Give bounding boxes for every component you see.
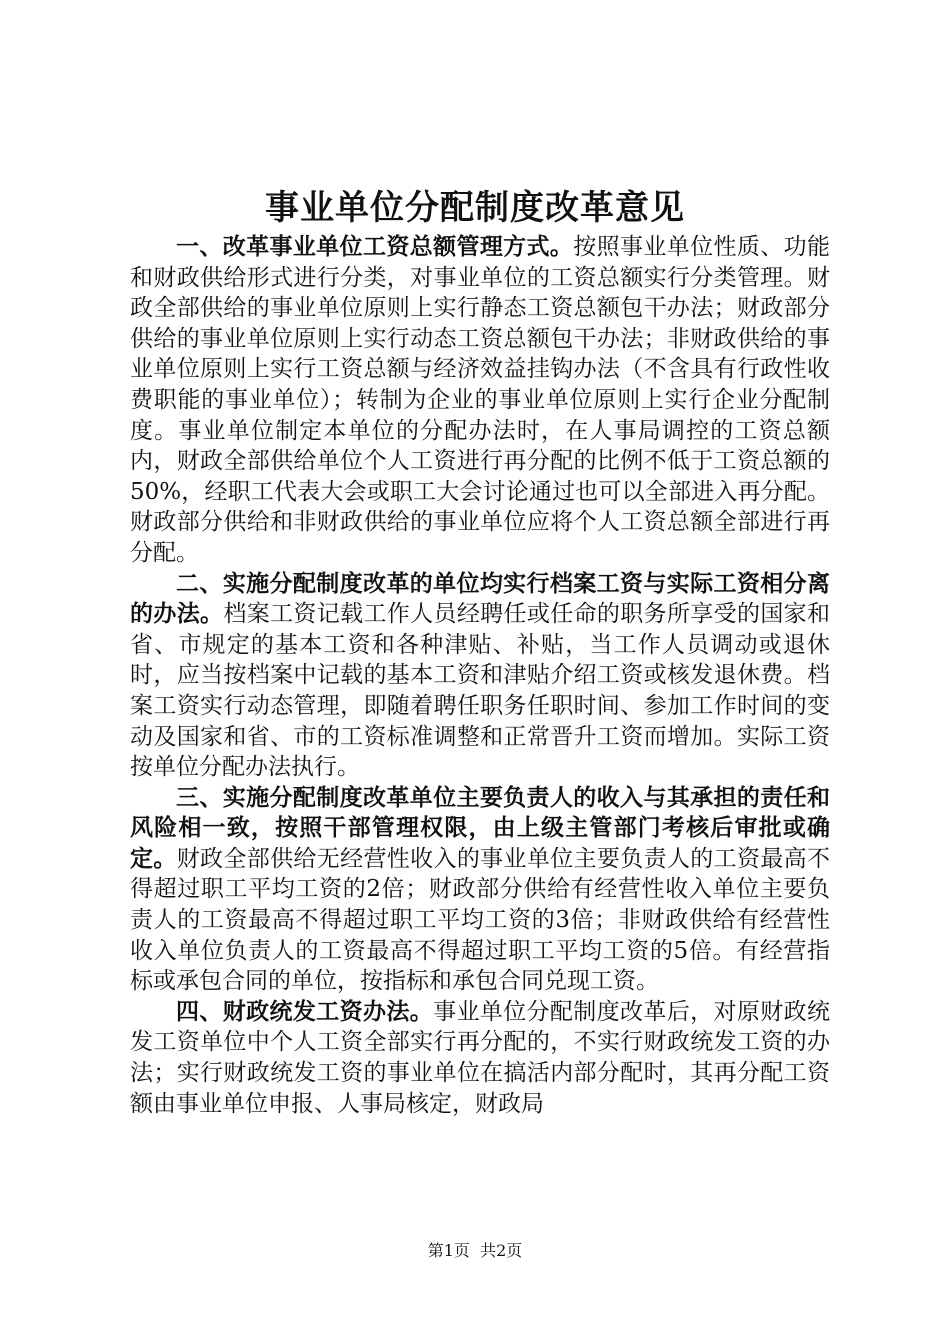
paragraph-1-text: 按照事业单位性质、功能和财政供给形式进行分类，对事业单位的工资总额实行分类管理。财政全部供给的事业单位原则上实行静态工资总额包干办法；财政部分供给的事业单位原则上实行动态工资总额包干办法；非财政供给的事业单位原则上实行工资总额与经济效益挂钩办法（不含具有行政性收费职能的事业单位）；转制为企业的事业单位原则上实行企业分配制度。事业单位制定本单位的分配办法时，在人事局调控的工资总额内，财政全部供给单位个人工资进行再分配的比例不低于工资总额的50%，经职工代表大会或职工大会讨论通过也可以全部进入再分配。财政部分供给和非财政供给的事业单位应将个人工资总额全部进行再分配。 [130,234,831,566]
paragraph-4 [130,997,830,1119]
page-total: 共2页 [480,1241,523,1260]
paragraph-2-heading: 二、实施分配制度改革的单位均实行档案工资与实际工资相分离的办法。 [130,569,830,628]
paragraph-4-text: 事业单位分配制度改革后，对原财政统发工资单位中个人工资全部实行再分配的，不实行财政统发工资的办法；实行财政统发工资的事业单位在搞活内部分配时，其再分配工资额由事业单位申报、人事局核定，财政局 [130,998,831,1117]
footer-spacer [470,1241,480,1260]
document-title: 事业单位分配制度改革意见 [265,188,685,228]
paragraph-3 [130,783,830,997]
page-footer [0,1241,950,1261]
paragraph-1 [130,232,830,569]
paragraph-3-text: 财政全部供给无经营性收入的事业单位主要负责人的工资最高不得超过职工平均工资的2倍；财政部分供给有经营性收入单位主要负责人的工资最高不得超过职工平均工资的3倍；非财政供给有经营性收入单位负责人的工资最高不得超过职工平均工资的5倍。有经营指标或承包合同的单位，按指标和承包合同兑现工资。 [130,845,831,995]
paragraph-2 [130,569,830,783]
document-body [130,232,830,1119]
page-number: 第1页 [427,1241,470,1260]
paragraph-4-heading: 四、财政统发工资办法。 [176,997,434,1025]
paragraph-1-heading: 一、改革事业单位工资总额管理方式。 [176,233,574,260]
paragraph-3-heading: 三、实施分配制度改革单位主要负责人的收入与其承担的责任和风险相一致，按照干部管理权限，由上级主管部门考核后审批或确定。 [130,783,830,872]
paragraph-2-text: 档案工资记载工作人员经聘任或任命的职务所享受的国家和省、市规定的基本工资和各种津贴、补贴，当工作人员调动或退休时，应当按档案中记载的基本工资和津贴介绍工资或核发退休费。档案工资实行动态管理，即随着聘任职务任职时间、参加工作时间的变动及国家和省、市的工资标准调整和正常晋升工资而增加。实际工资按单位分配办法执行。 [130,601,831,781]
